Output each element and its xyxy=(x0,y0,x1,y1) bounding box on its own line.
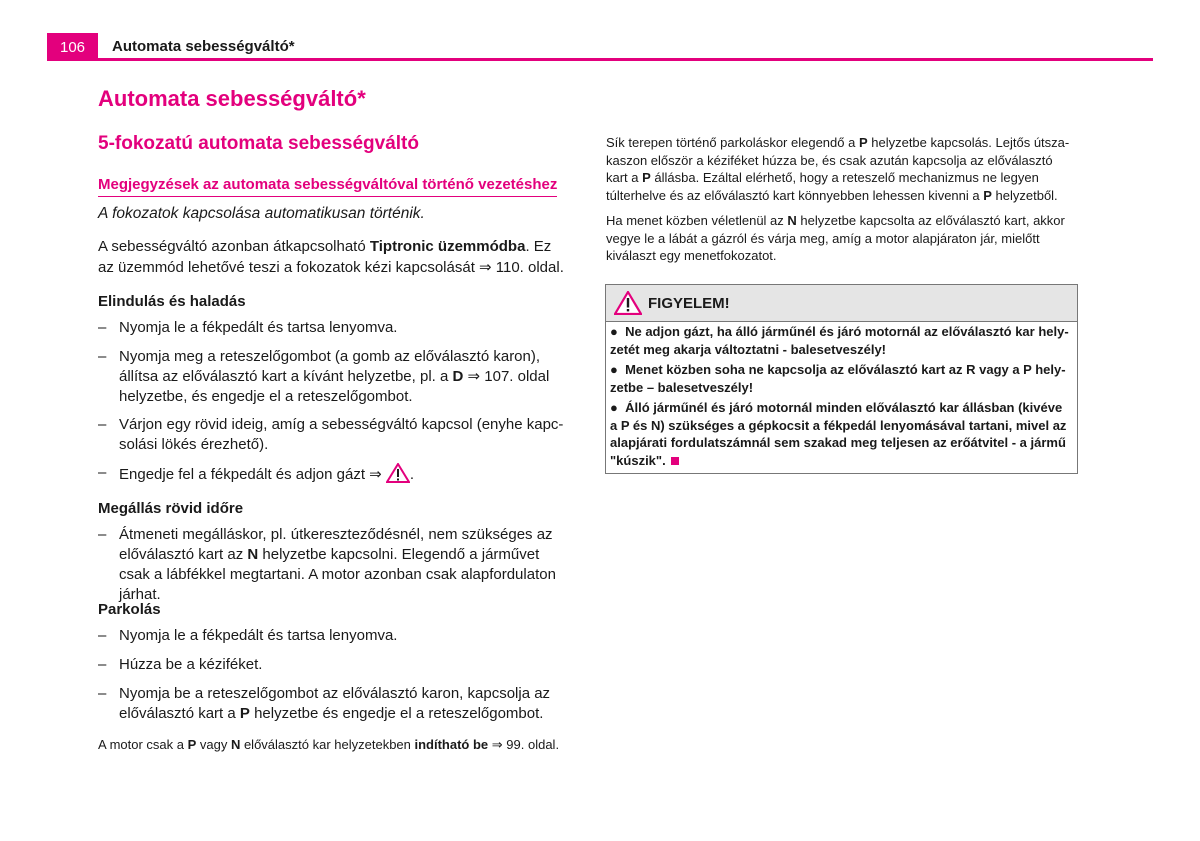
list-item: – Átmeneti megálláskor, pl. útkereszteződésnél, nem szükséges az előválasztó kart az N helyzetbe kapcsolni. Elegendő a járművet csak a lábfékkel megtartani. A motor azonban csak alapfordulaton járhat. xyxy=(98,526,556,603)
page-number: 106 xyxy=(59,39,86,56)
section-title: 5-fokozatú automata sebességváltó xyxy=(98,133,419,154)
list-item: – Engedje fel a fékpedált és adjon gázt ⇒ . xyxy=(98,463,569,489)
park-heading: Parkolás xyxy=(98,601,161,618)
warning-item: ● Álló járműnél és járó motornál minden előválasztó kar állásban (kivéve a P és N) szükséges a gépkocsit a fékpedál lenyomásával tartani, mivel az alapjárati fordulatszámnál sem szakad meg teljesen az erőátvitel - a jármű "kúszik". xyxy=(610,400,1067,468)
warning-header xyxy=(606,285,1077,322)
warning-list xyxy=(610,323,1072,472)
list-item: – Nyomja le a fékpedált és tartsa lenyomva. xyxy=(98,627,398,644)
list-item: – Húzza be a kéziféket. xyxy=(98,656,263,673)
warning-title: FIGYELEM! xyxy=(648,295,730,312)
warning-box xyxy=(605,284,1078,474)
lead-sentence: A fokozatok kapcsolása automatikusan történik. xyxy=(98,205,425,222)
warning-triangle-icon xyxy=(614,291,642,320)
header-rule xyxy=(47,58,1153,61)
running-header-title: Automata sebességváltó* xyxy=(112,38,295,55)
subsection-title: Megjegyzések az automata sebességváltóval történő vezetéshez xyxy=(98,176,557,197)
warning-item: ● Ne adjon gázt, ha álló járműnél és járó motornál az előválasztó kar hely-zetét meg akarja változtatni - balesetveszély! xyxy=(610,324,1069,357)
stop-heading: Megállás rövid időre xyxy=(98,500,244,517)
end-square-icon xyxy=(671,457,679,465)
intro-paragraph: A sebességváltó azonban átkapcsolható Tiptronic üzemmódba. Ez az üzemmód lehetővé teszi a fokozatok kézi kapcsolását ⇒ 110. oldal. xyxy=(98,238,564,276)
start-note: A motor csak a P vagy N előválasztó kar helyzetekben indítható be ⇒ 99. oldal. xyxy=(98,737,560,752)
neutral-paragraph: Ha menet közben véletlenül az N helyzetbe kapcsolta az előválasztó kart, akkor vegye le a lábát a gázról és várja meg, amíg a motor alapjáraton jár, mielőtt kiválaszt egy menetfokozatot. xyxy=(606,213,1065,263)
list-item: – Nyomja meg a reteszelőgombot (a gomb az előválasztó karon), állítsa az előválasztó kart a kívánt helyzetbe, pl. a D ⇒ 107. oldal helyzetbe, és engedje el a reteszelőgombot. xyxy=(98,348,550,405)
warning-triangle-icon xyxy=(386,463,410,489)
parking-paragraph: Sík terepen történő parkoláskor elegendő a P helyzetbe kapcsolás. Lejtős útsza-kaszon először a kéziféket húzza be, és csak azután kapcsolja az előválasztó kart a P állásba. Ezáltal elérhető, hogy a reteszelő mechanizmus ne legyen túlterhelve és az előválasztó kart könnyebben lehessen kivenni a P helyzetből. xyxy=(606,135,1070,203)
warning-item: ● Menet közben soha ne kapcsolja az előválasztó kart az R vagy a P hely-zetbe – balesetveszély! xyxy=(610,362,1066,395)
list-item: – Nyomja be a reteszelőgombot az előválasztó karon, kapcsolja az előválasztó kart a P helyzetbe és engedje el a reteszelőgombot. xyxy=(98,685,551,722)
chapter-title: Automata sebességváltó* xyxy=(98,86,366,111)
list-item: – Nyomja le a fékpedált és tartsa lenyomva. xyxy=(98,319,398,336)
start-heading: Elindulás és haladás xyxy=(98,293,246,310)
list-item: – Várjon egy rövid ideig, amíg a sebességváltó kapcsol (enyhe kapc-solási lökés érezhető). xyxy=(98,416,564,453)
